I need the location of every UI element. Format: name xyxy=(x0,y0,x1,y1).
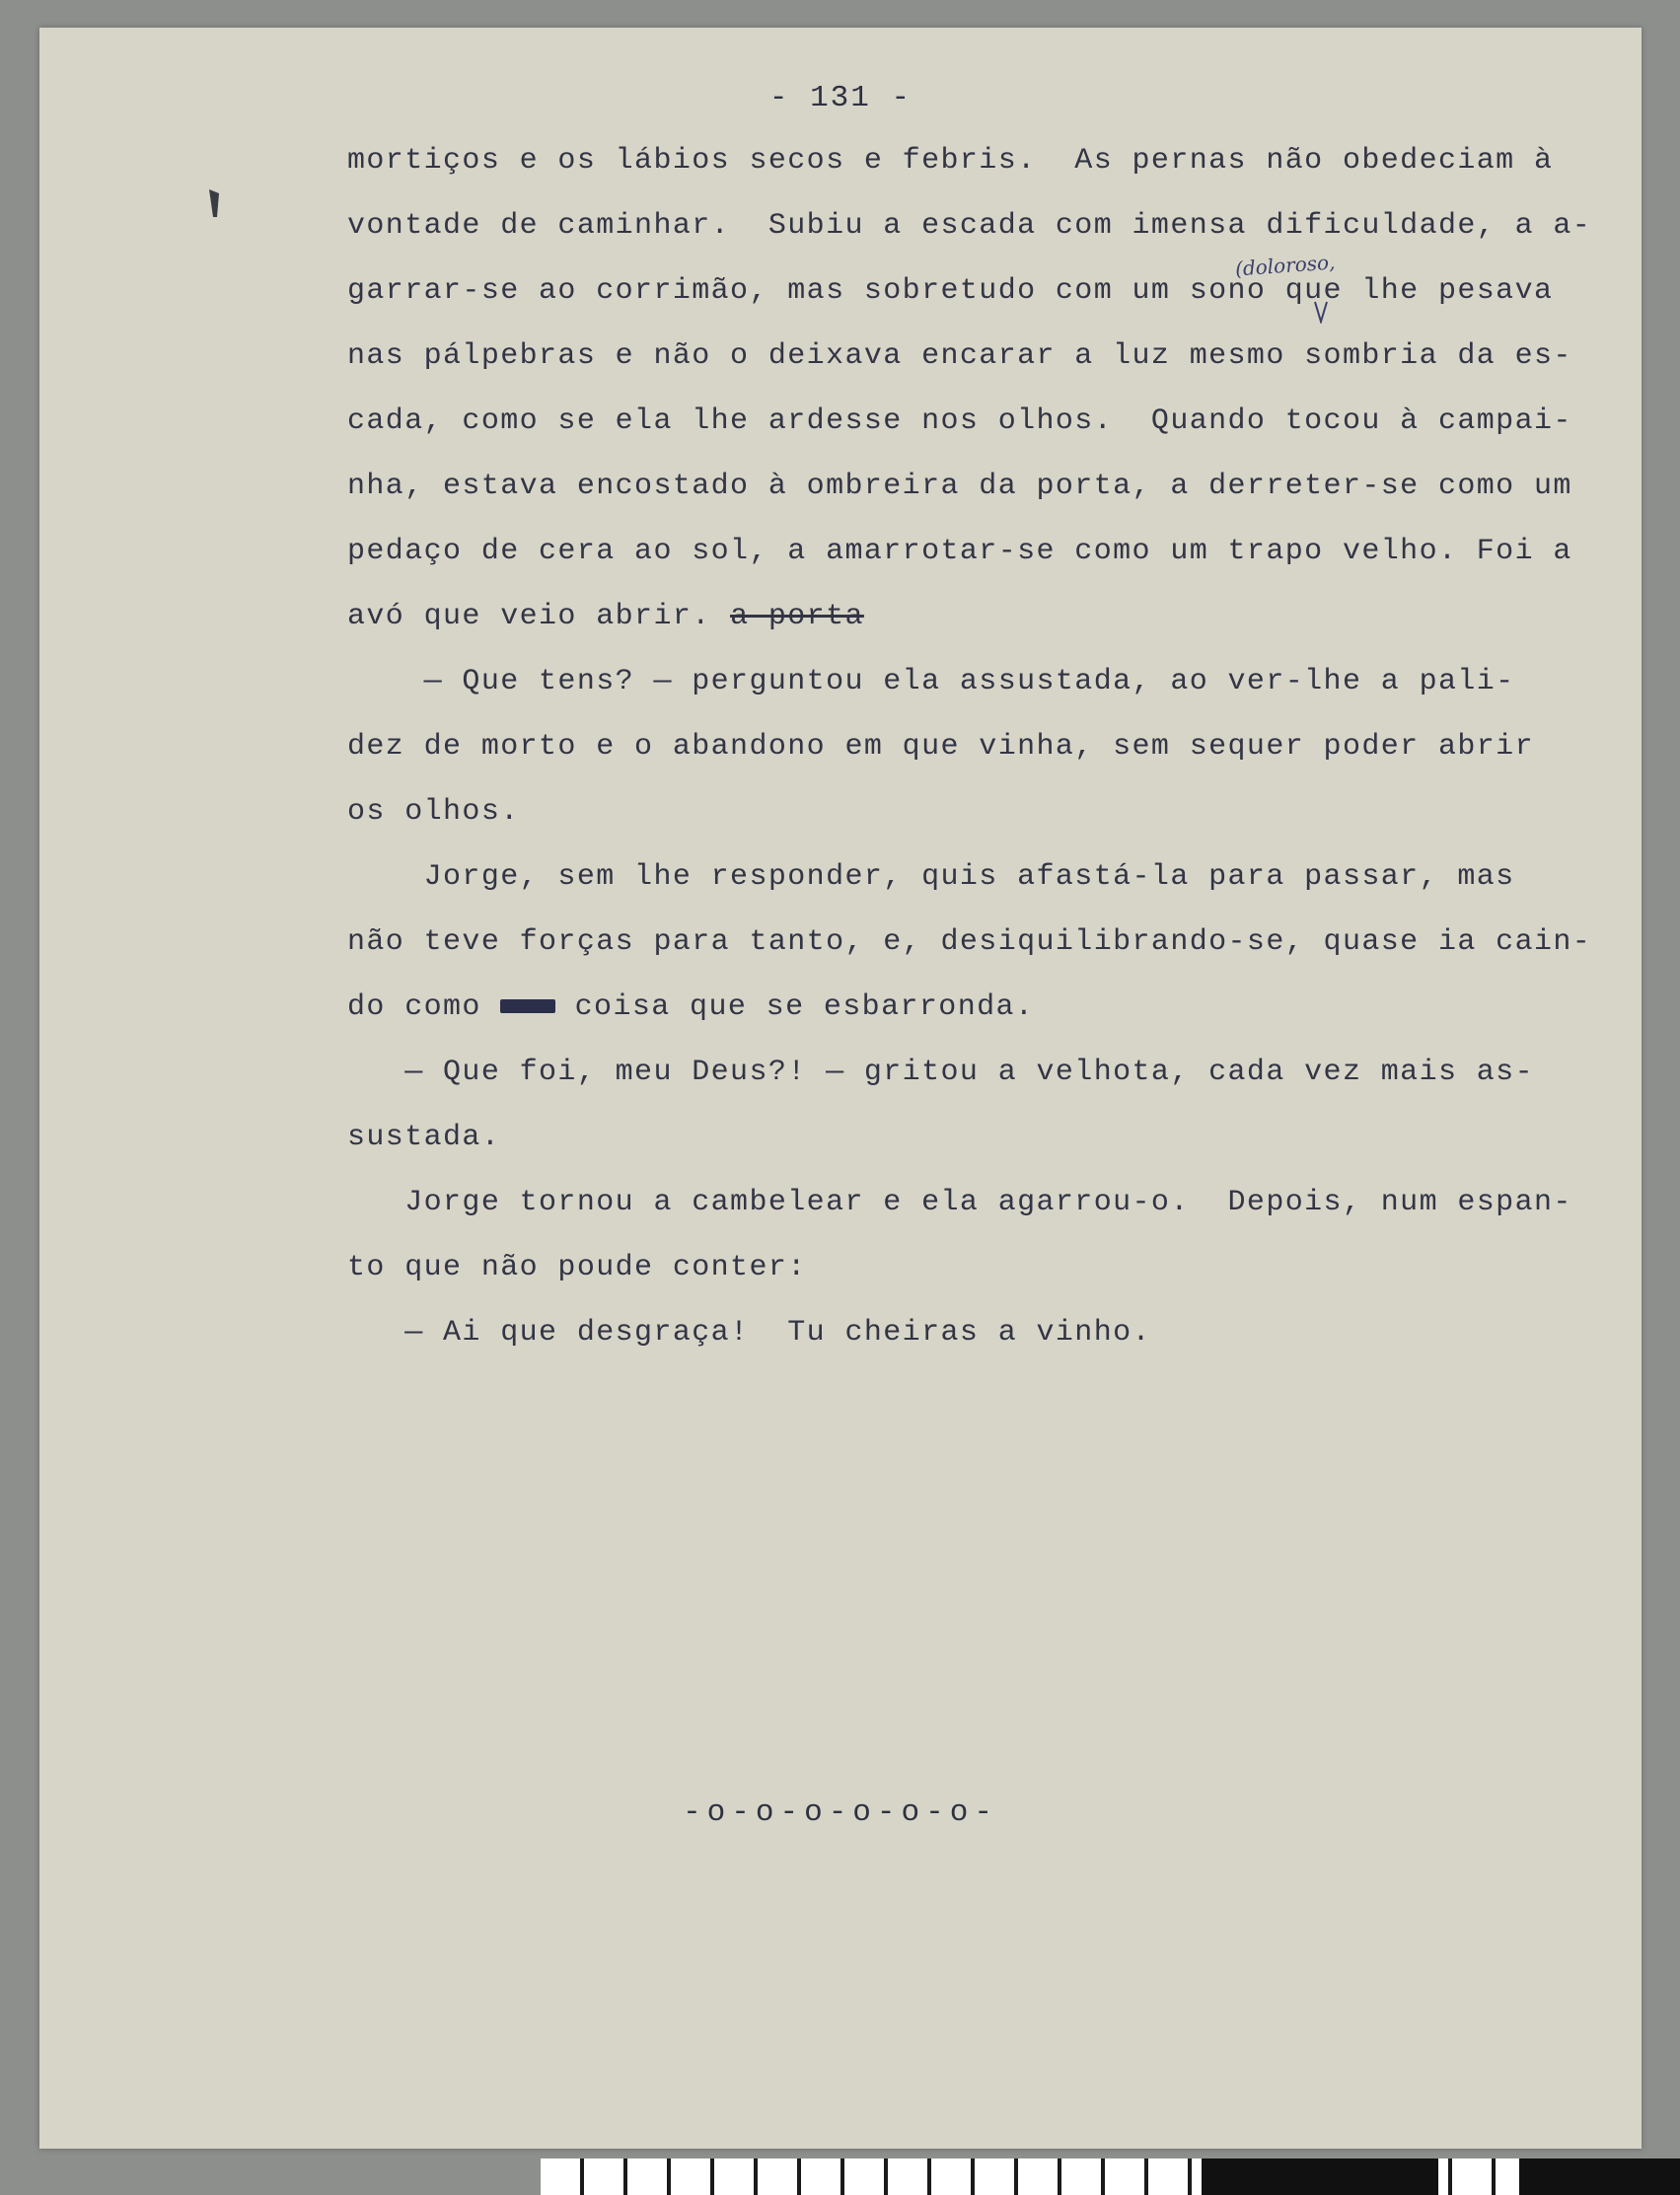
text-line: garrar-se ao corrimão, mas sobretudo com um sono que lhe pesava xyxy=(347,274,1554,308)
text-line: vontade de caminhar. Subiu a escada com imensa dificuldade, a a- xyxy=(347,209,1592,243)
text-line: to que não poude conter: xyxy=(347,1251,807,1284)
text-line: — Ai que desgraça! Tu cheiras a vinho. xyxy=(347,1316,1151,1350)
text-line: pedaço de cera ao sol, a amarrotar-se como um trapo velho. Foi a xyxy=(347,535,1572,568)
document-page xyxy=(39,28,1642,2149)
text-segment: do como xyxy=(347,990,501,1024)
ink-blot xyxy=(500,999,555,1013)
text-line: os olhos. xyxy=(347,795,520,829)
text-line-with-blot xyxy=(347,990,1034,1024)
pin-icon xyxy=(205,187,225,227)
page-number: - 131 - xyxy=(768,81,913,115)
scale-ruler xyxy=(541,2158,1680,2195)
text-line-with-strike xyxy=(347,600,864,633)
ruler-black-segment xyxy=(1519,2158,1680,2195)
ruler-black-segment xyxy=(1202,2158,1438,2195)
text-line: Jorge, sem lhe responder, quis afastá-la para passar, mas xyxy=(347,860,1515,894)
text-line: — Que foi, meu Deus?! — gritou a velhota, cada vez mais as- xyxy=(347,1056,1534,1089)
text-line: nha, estava encostado à ombreira da porta, a derreter-se como um xyxy=(347,470,1572,503)
text-line: Jorge tornou a cambelear e ela agarrou-o. Depois, num espan- xyxy=(347,1186,1572,1219)
text-line: não teve forças para tanto, e, desiquilibrando-se, quase ia cain- xyxy=(347,925,1592,959)
text-line: mortiços e os lábios secos e febris. As pernas não obedeciam à xyxy=(347,144,1554,178)
struck-text: a porta xyxy=(730,600,864,633)
text-line: dez de morto e o abandono em que vinha, sem sequer poder abrir xyxy=(347,730,1534,764)
section-separator: -o-o-o-o-o-o- xyxy=(683,1795,998,1830)
text-segment: coisa que se esbarronda. xyxy=(555,990,1035,1024)
text-line: sustada. xyxy=(347,1121,501,1154)
text-segment: avó que veio abrir. xyxy=(347,600,731,633)
text-line: — Que tens? — perguntou ela assustada, ao ver-lhe a pali- xyxy=(347,665,1515,698)
text-line: cada, como se ela lhe ardesse nos olhos. Quando tocou à campai- xyxy=(347,404,1572,438)
text-line: nas pálpebras e não o deixava encarar a luz mesmo sombria da es- xyxy=(347,339,1572,373)
handwritten-annotation: (doloroso, xyxy=(1234,250,1337,281)
